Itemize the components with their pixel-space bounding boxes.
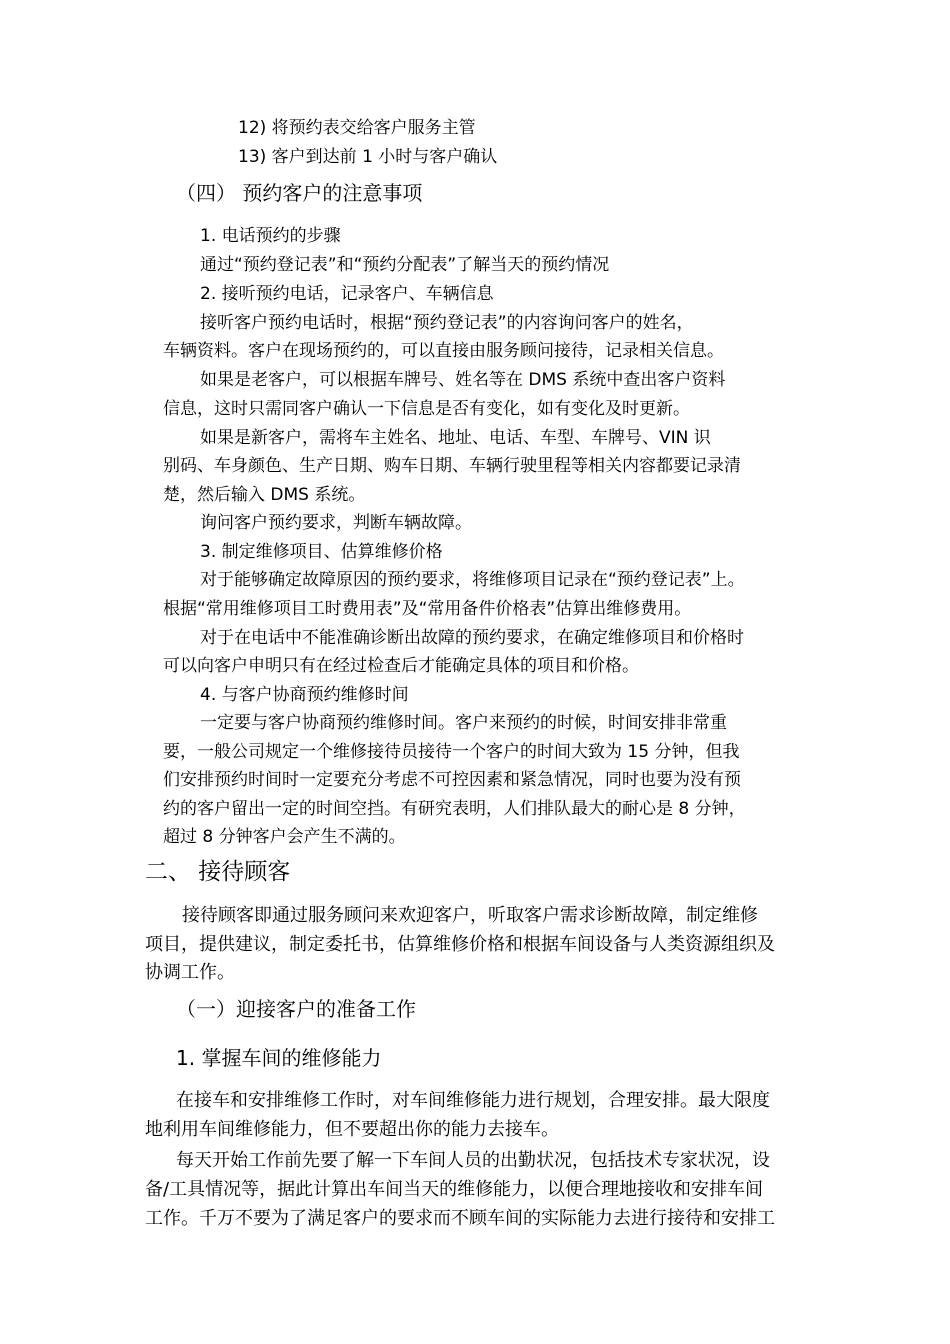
- paragraph-line: 楚，然后输入 DMS 系统。: [163, 485, 366, 505]
- paragraph-line: 备/工具情况等，据此计算出车间当天的维修能力，以便合理地接收和安排车间: [145, 1179, 764, 1200]
- paragraph-line: 信息，这时只需同客户确认一下信息是否有变化，如有变化及时更新。: [163, 399, 690, 419]
- paragraph-line: 如果是新客户，需将车主姓名、地址、电话、车型、车牌号、VIN 识: [200, 428, 711, 448]
- paragraph-line: 要，一般公司规定一个维修接待员接待一个客户的时间大致为 15 分钟，但我: [163, 742, 740, 762]
- subheading-2: 2. 接听预约电话，记录客户、车辆信息: [200, 284, 494, 304]
- paragraph-line: 每天开始工作前先要了解一下车间人员的出勤状况，包括技术专家状况，设: [176, 1150, 770, 1171]
- paragraph-line: 别码、车身颜色、生产日期、购车日期、车辆行驶里程等相关内容都要记录清: [163, 456, 741, 476]
- paragraph-line: 约的客户留出一定的时间空挡。有研究表明，人们排队最大的耐心是 8 分钟，: [163, 799, 746, 819]
- paragraph-line: 一定要与客户协商预约维修时间。客户来预约的时候，时间安排非常重: [200, 713, 727, 733]
- subsection-heading: （一）迎接客户的准备工作: [176, 997, 416, 1021]
- intro-line: 项目，提供建议，制定委托书，估算维修价格和根据车间设备与人类资源组织及: [145, 934, 775, 955]
- paragraph-line: 地利用车间维修能力，但不要超出你的能力去接车。: [145, 1119, 559, 1140]
- paragraph-line: 询问客户预约要求，判断车辆故障。: [200, 513, 472, 533]
- paragraph-line: 如果是老客户，可以根据车牌号、姓名等在 DMS 系统中查出客户资料: [200, 370, 726, 390]
- paragraph-line: 根据“常用维修项目工时费用表”及“常用备件价格表”估算出维修费用。: [163, 599, 692, 619]
- paragraph-line: 在接车和安排维修工作时，对车间维修能力进行规划，合理安排。最大限度: [176, 1090, 770, 1111]
- subheading-1: 1. 电话预约的步骤: [200, 226, 341, 246]
- paragraph-line: 通过“预约登记表”和“预约分配表”了解当天的预约情况: [200, 255, 610, 275]
- intro-line: 接待顾客即通过服务顾问来欢迎客户，听取客户需求诊断故障，制定维修: [182, 905, 758, 926]
- intro-line: 协调工作。: [145, 962, 235, 983]
- chapter-heading: 二、 接待顾客: [145, 859, 291, 885]
- paragraph-line: 可以向客户申明只有在经过检查后才能确定具体的项目和价格。: [163, 656, 639, 676]
- subheading-3: 3. 制定维修项目、估算维修价格: [200, 542, 443, 562]
- list-item-13: 13) 客户到达前 1 小时与客户确认: [238, 147, 498, 167]
- paragraph-line: 车辆资料。客户在现场预约的，可以直接由服务顾问接待，记录相关信息。: [163, 341, 724, 361]
- paragraph-line: 对于能够确定故障原因的预约要求，将维修项目记录在“预约登记表”上。: [200, 570, 745, 590]
- paragraph-line: 们安排预约时间时一定要充分考虑不可控因素和紧急情况，同时也要为没有预: [163, 770, 741, 790]
- paragraph-line: 对于在电话中不能准确诊断出故障的预约要求，在确定维修项目和价格时: [200, 628, 744, 648]
- paragraph-line: 工作。千万不要为了满足客户的要求而不顾车间的实际能力去进行接待和安排工: [145, 1208, 775, 1229]
- paragraph-line: 接听客户预约电话时，根据“预约登记表”的内容询问客户的姓名，: [200, 313, 694, 333]
- list-item-12: 12) 将预约表交给客户服务主管: [238, 118, 476, 138]
- section-heading: （四） 预约客户的注意事项: [176, 181, 423, 205]
- item-heading: 1. 掌握车间的维修能力: [176, 1046, 382, 1070]
- subheading-4: 4. 与客户协商预约维修时间: [200, 685, 409, 705]
- paragraph-line: 超过 8 分钟客户会产生不满的。: [163, 827, 406, 847]
